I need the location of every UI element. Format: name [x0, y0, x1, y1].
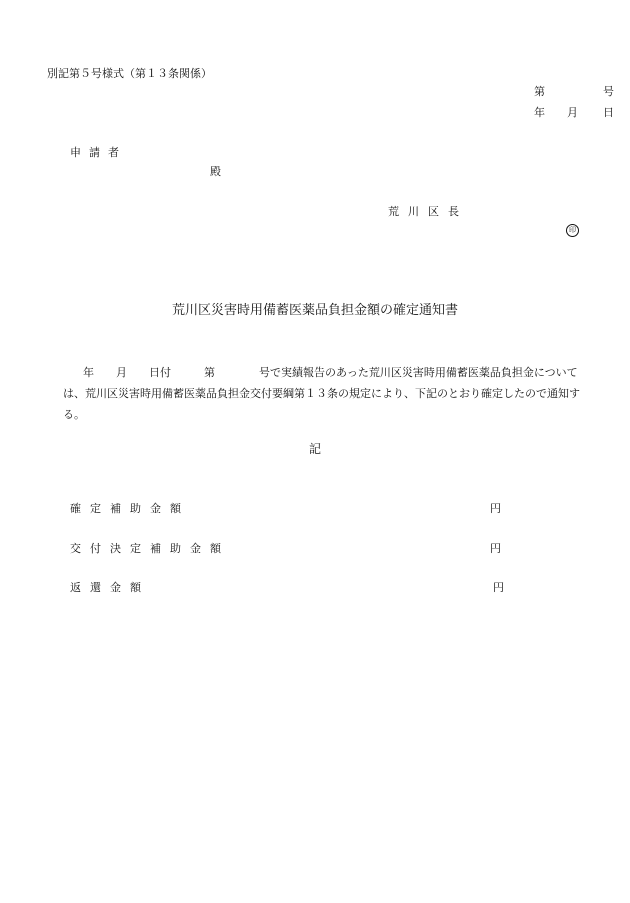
date-year-label: 年	[534, 106, 545, 119]
body-line-3: る。	[63, 408, 85, 421]
ki-heading: 記	[308, 442, 321, 456]
document-number-suffix: 号	[603, 85, 614, 98]
honorific-dono: 殿	[210, 165, 221, 178]
form-number: 別記第５号様式（第１３条関係）	[47, 67, 212, 80]
item-unit-confirmed-amount: 円	[490, 502, 501, 515]
item-label-confirmed-amount: 確定補助金額	[70, 502, 190, 515]
item-label-decided-amount: 交付決定補助金額	[70, 542, 230, 555]
item-unit-refund-amount: 円	[493, 581, 504, 594]
date-month-label: 月	[567, 106, 578, 119]
body-line-1: 年 月 日付 第 号で実績報告のあった荒川区災害時用備蓄医薬品負担金について	[83, 366, 578, 379]
document-title: 荒川区災害時用備蓄医薬品負担金額の確定通知書	[171, 303, 458, 318]
document-number-prefix: 第	[534, 85, 545, 98]
seal-mark: 印	[566, 224, 579, 237]
item-label-refund-amount: 返還金額	[70, 581, 150, 594]
body-line-2: は、荒川区災害時用備蓄医薬品負担金交付要綱第１３条の規定により、下記のとおり確定したので通知す	[63, 387, 580, 400]
item-unit-decided-amount: 円	[490, 542, 501, 555]
issuer-title: 荒川区長	[388, 205, 468, 218]
date-day-label: 日	[603, 106, 614, 119]
body-paragraph	[63, 362, 619, 425]
applicant-label: 申請者	[70, 146, 127, 159]
